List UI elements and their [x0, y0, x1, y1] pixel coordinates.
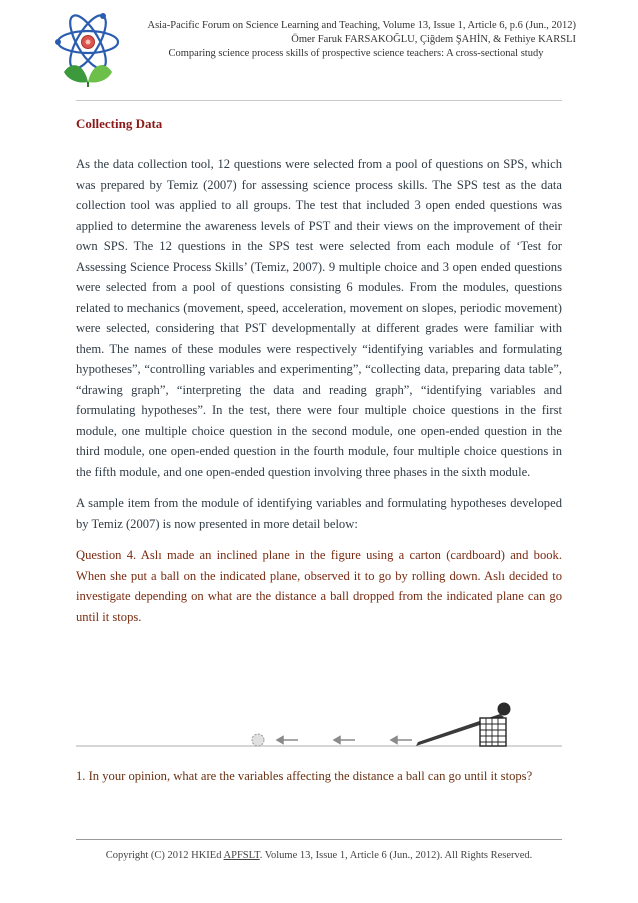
book-block	[480, 718, 506, 746]
main-content	[76, 116, 562, 627]
sub-question-1: 1. In your opinion, what are the variables affecting the distance a ball can go until it stops?	[76, 769, 533, 783]
authors: Ömer Faruk FARSAKOĞLU, Çiğdem ŞAHİN, & Fethiye KARSLI	[291, 34, 576, 45]
footer-details: . Volume 13, Issue 1, Article 6 (Jun., 2012). All Rights Reserved.	[259, 850, 533, 861]
inclined-plane-figure	[76, 696, 562, 756]
journal-abbreviation: APFSLT	[223, 850, 260, 861]
article-title: Comparing science process skills of prospective science teachers: A cross-sectional study	[168, 48, 544, 59]
stopped-ball	[252, 734, 264, 746]
motion-arrow	[277, 737, 298, 744]
footer-copyright: Copyright (C) 2012 HKIEd	[105, 850, 224, 861]
body-paragraph-2: A sample item from the module of identifying variables and formulating hypotheses developed by Temiz (2007) is now presented in more detail below:	[76, 496, 562, 531]
header-divider	[76, 100, 562, 101]
body-paragraph-1: As the data collection tool, 12 questions were selected from a pool of questions on SPS, which was prepared by Temiz (2007) for assessing science process skills. The SPS test as the data collection tool was applied to all groups. The test that included 3 open ended questions was applied to determine the awareness levels of PST and their views on the improvement of their own SPS. The 12 questions in the SPS test were selected from each module of ‘Test for Assessing Science Process Skills’ (Temiz, 2007). 9 multiple choice and 3 open ended questions were selected from a pool of questions consisting 6 modules. From the modules, questions related to mechanics (movement, speed, acceleration, movement on slopes, periodic movement) were selected, considering that PST developmentally at different grades were familiar with them. The names of these modules were respectively “identifying variables and formulating hypotheses”, “controlling variables and experimenting”, “collecting data, preparing data table”, “drawing graph”, “interpreting the data and reading graph”, “identifying variables and formulating hypotheses”. In the test, there were four multiple choice questions in the first module, one multiple choice question in the second module, one open-ended question in the third module, one open-ended question in the fourth module, four multiple choice questions in the fifth module, and one open-ended question involving three phases in the sixth module.	[76, 157, 562, 479]
page-footer	[0, 850, 638, 861]
page-header	[0, 0, 638, 100]
section-heading: Collecting Data	[76, 116, 163, 131]
ball-on-plane	[498, 703, 511, 716]
journal-info: Asia-Pacific Forum on Science Learning and Teaching, Volume 13, Issue 1, Article 6, p.6 (Jun., 2012)	[147, 20, 576, 31]
footer-divider	[76, 839, 562, 840]
motion-arrow	[391, 737, 412, 744]
question-text: Question 4. Aslı made an inclined plane in the figure using a carton (cardboard) and book. When she put a ball on the indicated plane, observed it to go by rolling down. Aslı decided to investigate depending on what are the distance a ball dropped from the indicated plane can go until it stops.	[76, 548, 562, 624]
motion-arrow	[334, 737, 355, 744]
